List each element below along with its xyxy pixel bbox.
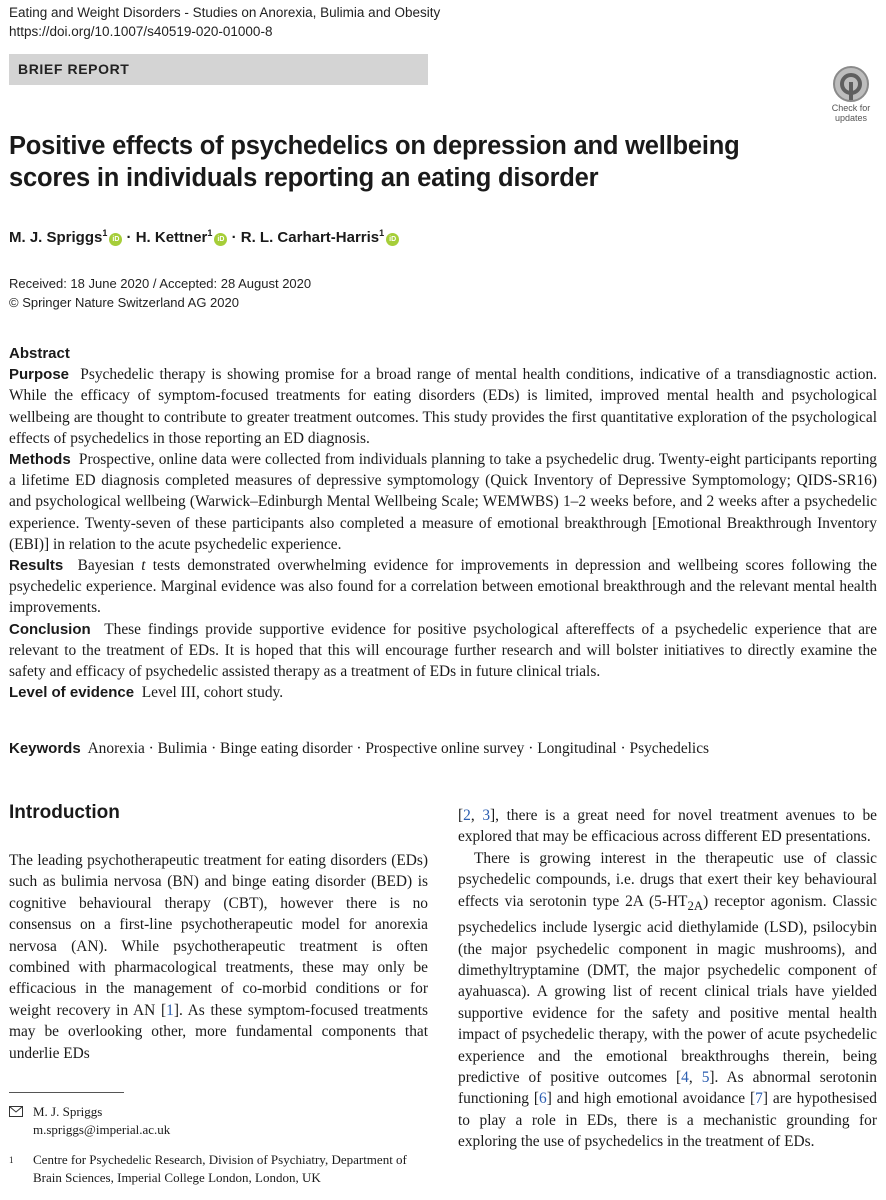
citation-link[interactable]: 3 bbox=[482, 807, 491, 824]
updates-label-line1: Check for bbox=[831, 103, 871, 113]
keywords-section bbox=[9, 738, 877, 759]
introduction-heading: Introduction bbox=[9, 802, 120, 823]
abstract-label-level: Level of evidence bbox=[9, 684, 135, 702]
receptor-subscript: 2A bbox=[687, 898, 704, 913]
citation-separator: , bbox=[470, 807, 483, 824]
author-name[interactable]: R. L. Carhart-Harris bbox=[240, 229, 380, 246]
intro-text: The leading psychotherapeutic treatment for eating disorders (EDs) such as bulimia nervosa (BN) and binge eating disorder (BED) is cognitive behavioural therapy (CBT), however there is no consensus on a first-line psychotherapeutic model for anorexia nervosa (AN). While psychotherapeutic treatment is often combined with pharmacological treatments, these may only be efficacious in the management of co-morbid conditions or for weight recovery in AN [ bbox=[9, 852, 428, 1019]
abstract-methods bbox=[9, 449, 877, 555]
introduction-right-column bbox=[458, 805, 877, 1153]
correspondence-footnote bbox=[9, 1103, 428, 1139]
footnotes bbox=[9, 1103, 428, 1187]
received-accepted-dates: Received: 18 June 2020 / Accepted: 28 August 2020 bbox=[9, 276, 312, 291]
author-separator: · bbox=[122, 229, 136, 246]
keywords-list: Anorexia · Bulimia · Binge eating disorder · Prospective online survey · Longitudinal · Psychedelics bbox=[87, 740, 710, 757]
introduction-left-column bbox=[9, 850, 428, 1064]
intro-text: ], there is a great need for novel treatment avenues to be explored that may be efficacious across different ED presentations. bbox=[458, 807, 877, 846]
orcid-icon[interactable]: iD bbox=[109, 233, 122, 246]
abstract-methods-text: Prospective, online data were collected from individuals planning to take a psychedelic drug. Twenty-eight participants reporting a lifetime ED diagnosis completed measures of depressive symptomology (Quick Inventory of Depressive Symptomology; QIDS-SR16) and psychological wellbeing (Warwick–Edinburgh Mental Wellbeing Scale; WEMWBS) 1–2 weeks before, and 2 weeks after a psychedelic experience. Twenty-seven of these participants also completed a measure of emotional breakthrough [Emotional Breakthrough Inventory (EBI)] in relation to the acute psychedelic experience. bbox=[9, 451, 877, 553]
intro-text: ) receptor agonism. Classic psychedelics include lysergic acid diethylamide (LSD), psilocybin (the major psychedelic component in magic mushrooms), and dimethyltryptamine (DMT, the major psychedelic component of ayahuasca). A growing list of recent clinical trials have yielded supportive evidence for the safety and positive mental health impact of psychedelic therapy, with the power of acute psychedelic experience and the emotional breakthroughs therein, being predictive of positive outcomes [ bbox=[458, 892, 877, 1086]
intro-text: ] are hypothesised to play a role in EDs, there is a mechanistic grounding for exploring the use of psychedelics in the treatment of EDs. bbox=[458, 1090, 877, 1151]
abstract-section bbox=[9, 343, 877, 703]
intro-text: ] and high emotional avoidance [ bbox=[546, 1090, 756, 1108]
citation-link[interactable]: 1 bbox=[166, 1001, 174, 1019]
orcid-icon[interactable]: iD bbox=[386, 233, 399, 246]
abstract-purpose-text: Psychedelic therapy is showing promise for a broad range of mental health conditions, indicative of a transdiagnostic action. While the efficacy of symptom-focused treatments for eating disorders (EDs) is limited, improved mental health and psychological wellbeing are thought to contribute to greater treatment outcomes. This study provides the first quantitative exploration of the psychological effects of psychedelics in those reporting an ED diagnosis. bbox=[9, 366, 877, 447]
doi-link[interactable]: https://doi.org/10.1007/s40519-020-01000-8 bbox=[9, 24, 273, 39]
author-affiliation: 1 bbox=[379, 228, 385, 238]
journal-header bbox=[9, 3, 440, 41]
orcid-icon[interactable]: iD bbox=[214, 233, 227, 246]
affiliation-footnote bbox=[9, 1151, 428, 1187]
abstract-label-results: Results bbox=[9, 557, 64, 575]
footnote-divider bbox=[9, 1092, 124, 1093]
abstract-level-of-evidence bbox=[9, 682, 877, 703]
author-affiliation: 1 bbox=[207, 228, 213, 238]
correspondence-name: M. J. Spriggs bbox=[33, 1104, 103, 1119]
citation-link[interactable]: 5 bbox=[701, 1068, 710, 1086]
intro-text: [ bbox=[458, 807, 464, 824]
correspondence-email[interactable]: m.spriggs@imperial.ac.uk bbox=[33, 1122, 171, 1137]
abstract-level-text: Level III, cohort study. bbox=[141, 684, 284, 702]
citation-separator: , bbox=[688, 1068, 702, 1086]
intro-paragraph bbox=[9, 850, 428, 1064]
abstract-results-text-b: tests demonstrated overwhelming evidence for improvements in depression and wellbeing scores following the psychedelic experience. Marginal evidence was also found for a correlation between emotional breakthrough and the relevant mental health improvements. bbox=[9, 557, 878, 617]
citation-link[interactable]: 6 bbox=[539, 1090, 547, 1108]
intro-text: ]. As abnormal serotonin functioning [ bbox=[458, 1068, 877, 1108]
abstract-purpose bbox=[9, 364, 877, 449]
affiliation-text: Centre for Psychedelic Research, Division of Psychiatry, Department of Brain Sciences, Imperial College London, London, UK bbox=[33, 1152, 407, 1185]
intro-text: ]. As these symptom-focused treatments may be overlooking other, more fundamental components that underlie EDs bbox=[9, 1001, 428, 1062]
abstract-results-italic: t bbox=[141, 557, 146, 575]
keywords-heading: Keywords bbox=[9, 740, 81, 757]
intro-text: There is growing interest in the therapeutic use of classic psychedelic compounds, i.e. drugs that exert their key behavioural effects via serotonin type 2A (5-HT bbox=[458, 849, 877, 910]
check-for-updates-icon bbox=[831, 64, 871, 104]
intro-paragraph bbox=[458, 805, 877, 848]
article-title: Positive effects of psychedelics on depression and wellbeing scores in individuals reporting an eating disorder bbox=[9, 132, 740, 192]
abstract-conclusion bbox=[9, 619, 877, 683]
author-list bbox=[9, 222, 399, 249]
citation-link[interactable]: 4 bbox=[681, 1068, 689, 1086]
copyright-line: © Springer Nature Switzerland AG 2020 bbox=[9, 295, 239, 310]
envelope-icon bbox=[9, 1103, 33, 1139]
abstract-label-methods: Methods bbox=[9, 451, 71, 469]
intro-paragraph bbox=[458, 848, 877, 1153]
article-type-banner: BRIEF REPORT bbox=[9, 54, 428, 85]
citation-link[interactable]: 2 bbox=[463, 807, 471, 824]
check-for-updates-button[interactable] bbox=[825, 64, 877, 123]
abstract-label-purpose: Purpose bbox=[9, 366, 70, 384]
author-name[interactable]: M. J. Spriggs bbox=[9, 229, 103, 246]
abstract-label-conclusion: Conclusion bbox=[9, 620, 91, 638]
abstract-heading: Abstract bbox=[9, 345, 70, 362]
abstract-results-text-a: Bayesian bbox=[77, 557, 142, 575]
author-affiliation: 1 bbox=[102, 228, 108, 238]
abstract-conclusion-text: These findings provide supportive evidence for positive psychological aftereffects of a psychedelic experience that are relevant to the treatment of EDs. It is hoped that this will encourage further research and will bolster initiatives to directly examine the safety and efficacy of psychedelic assisted therapy as a treatment of EDs in future clinical trials. bbox=[9, 620, 877, 681]
abstract-results bbox=[9, 555, 877, 619]
journal-name: Eating and Weight Disorders - Studies on Anorexia, Bulimia and Obesity bbox=[9, 5, 441, 20]
article-dates bbox=[9, 274, 311, 312]
author-separator: · bbox=[227, 229, 241, 246]
citation-link[interactable]: 7 bbox=[755, 1090, 763, 1108]
updates-label-line2: updates bbox=[834, 112, 868, 123]
author-name[interactable]: H. Kettner bbox=[135, 229, 208, 246]
affiliation-marker: 1 bbox=[9, 1155, 14, 1165]
